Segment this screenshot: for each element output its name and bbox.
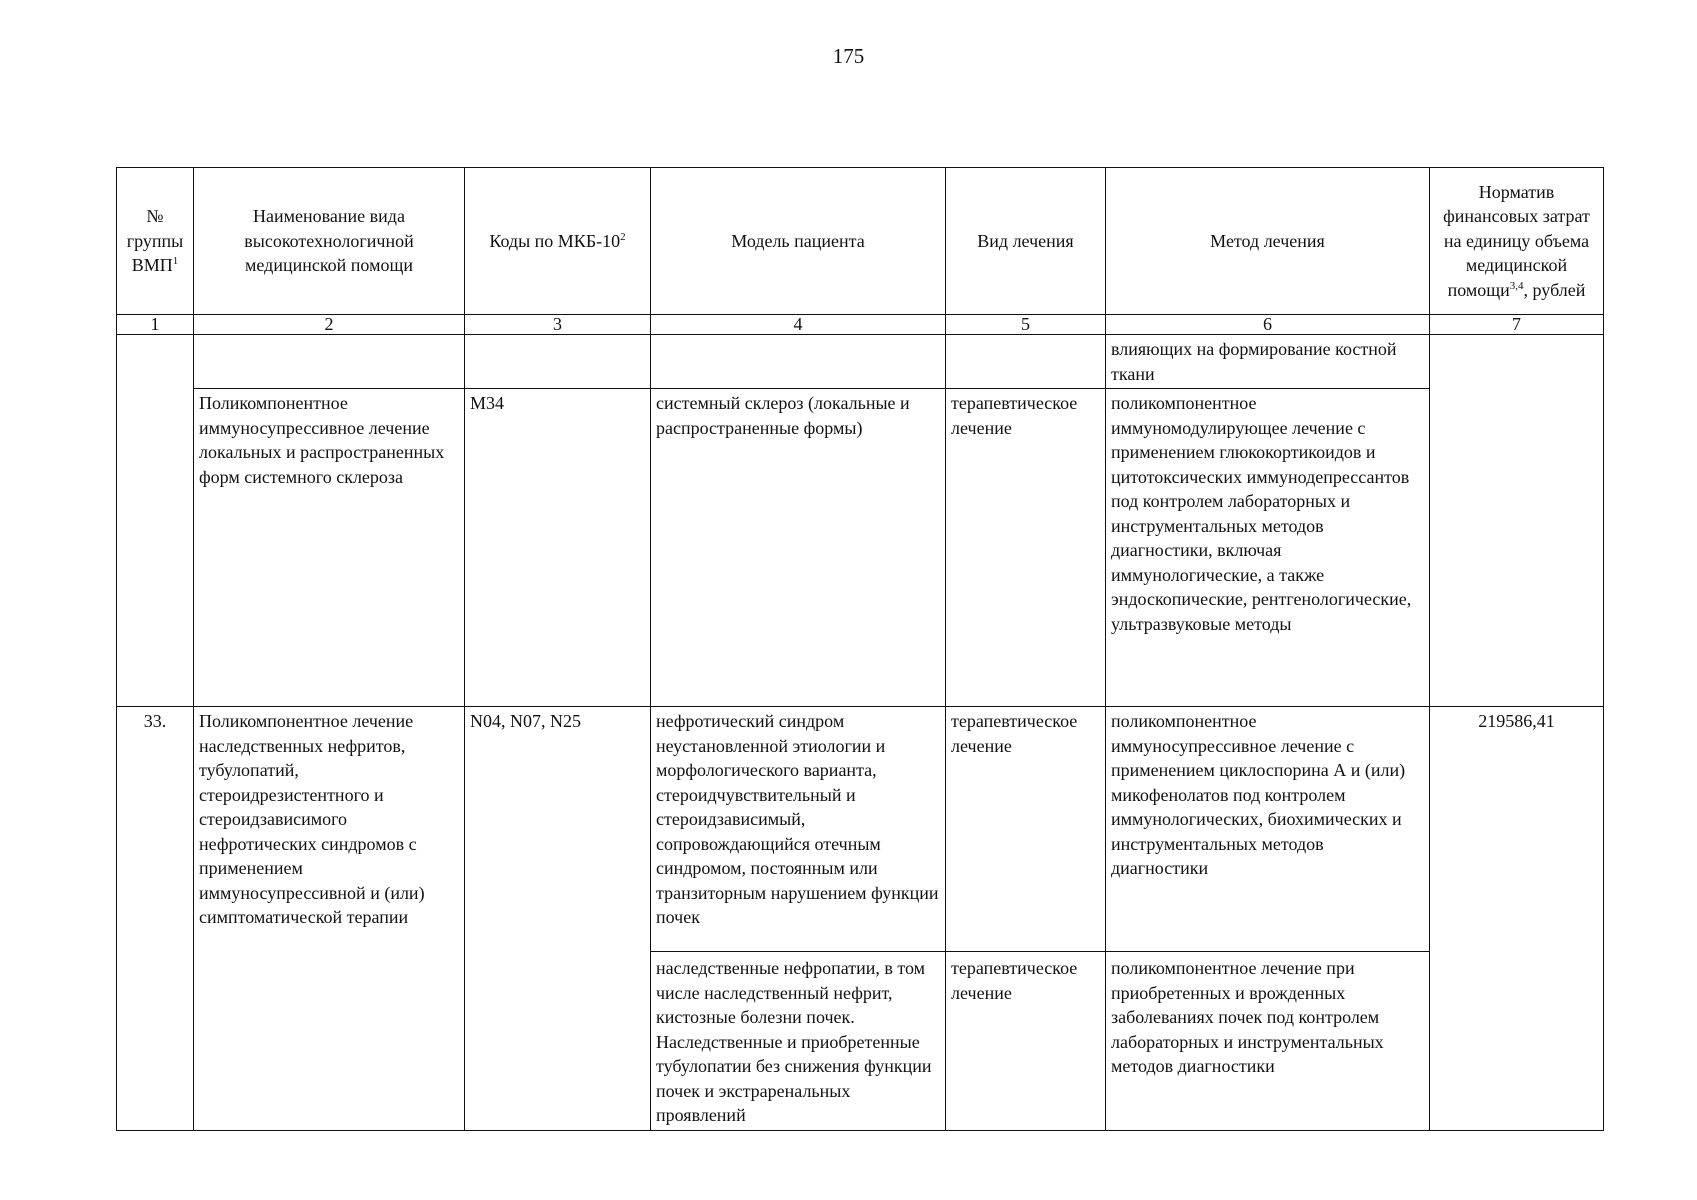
column-number: 2	[194, 315, 465, 335]
group-number-cell: 33.	[117, 707, 194, 1131]
cost-cell	[1430, 335, 1604, 707]
icd-codes-cell: N04, N07, N25	[465, 707, 651, 1131]
care-name-cell: Поликомпонентное лечение наследственных нефритов, тубулопатий, стероидрезистентного и стероидзависимого нефротических синдромов с применением иммуносупрессивной и (или) симптоматической терапии	[194, 707, 465, 1131]
table-row	[117, 335, 1604, 389]
icd-codes-cell: M34	[465, 389, 651, 707]
treatment-type-cell	[946, 335, 1106, 389]
icd-codes-cell	[465, 335, 651, 389]
column-number: 3	[465, 315, 651, 335]
patient-model-cell: системный склероз (локальные и распространенные формы)	[651, 389, 946, 707]
column-number: 4	[651, 315, 946, 335]
column-number-row	[117, 315, 1604, 335]
header-icd-codes: Коды по МКБ-$10^2$	[465, 168, 651, 315]
header-care-name: Наименование вида высокотехнологичной медицинской помощи	[194, 168, 465, 315]
treatment-type-cell: терапевтическое лечение	[946, 952, 1106, 1131]
care-name-cell	[194, 335, 465, 389]
treatment-method-cell: влияющих на формирование костной ткани	[1106, 335, 1430, 389]
header-patient-model: Модель пациента	[651, 168, 946, 315]
column-number: 6	[1106, 315, 1430, 335]
treatment-type-cell: терапевтическое лечение	[946, 707, 1106, 952]
vmp-table	[116, 167, 1604, 1131]
cost-cell: 219586,41	[1430, 707, 1604, 1131]
header-treatment-type: Вид лечения	[946, 168, 1106, 315]
column-number: 7	[1430, 315, 1604, 335]
page-number: 175	[832, 44, 865, 68]
header-cost-standard: Норматив финансовых затрат на единицу объема медицинской помощи$^{3,4}$, рублей	[1430, 168, 1604, 315]
treatment-method-cell: поликомпонентное лечение при приобретенных и врожденных заболеваниях почек под контролем лабораторных и инструментальных методов диагностики	[1106, 952, 1430, 1131]
table-row	[117, 389, 1604, 707]
patient-model-cell	[651, 335, 946, 389]
column-number: 1	[117, 315, 194, 335]
patient-model-cell: наследственные нефропатии, в том числе наследственный нефрит, кистозные болезни почек. Наследственные и приобретенные тубулопатии без снижения функции почек и экстраренальных проявлений	[651, 952, 946, 1131]
table-row	[117, 707, 1604, 952]
treatment-method-cell: поликомпонентное иммуносупрессивное лечение с применением циклоспорина А и (или) микофенолатов под контролем иммунологических, биохимических и инструментальных методов диагностики	[1106, 707, 1430, 952]
treatment-method-cell: поликомпонентное иммуномодулирующее лечение с применением глюкокортикоидов и цитотоксических иммунодепрессантов под контролем лабораторных и инструментальных методов диагностики, включая иммунологические, а также эндоскопические, рентгенологические, ультразвуковые методы	[1106, 389, 1430, 707]
treatment-type-cell: терапевтическое лечение	[946, 389, 1106, 707]
patient-model-cell: нефротический синдром неустановленной этиологии и морфологического варианта, стероидчувствительный и стероидзависимый, сопровождающийся отечным синдромом, постоянным или транзиторным нарушением функции почек	[651, 707, 946, 952]
table-header-row	[117, 168, 1604, 315]
group-number-cell	[117, 335, 194, 707]
header-treatment-method: Метод лечения	[1106, 168, 1430, 315]
header-group-number: № группы ВМП$^1$	[117, 168, 194, 315]
column-number: 5	[946, 315, 1106, 335]
care-name-cell: Поликомпонентное иммуносупрессивное лечение локальных и распространенных форм системного склероза	[194, 389, 465, 707]
